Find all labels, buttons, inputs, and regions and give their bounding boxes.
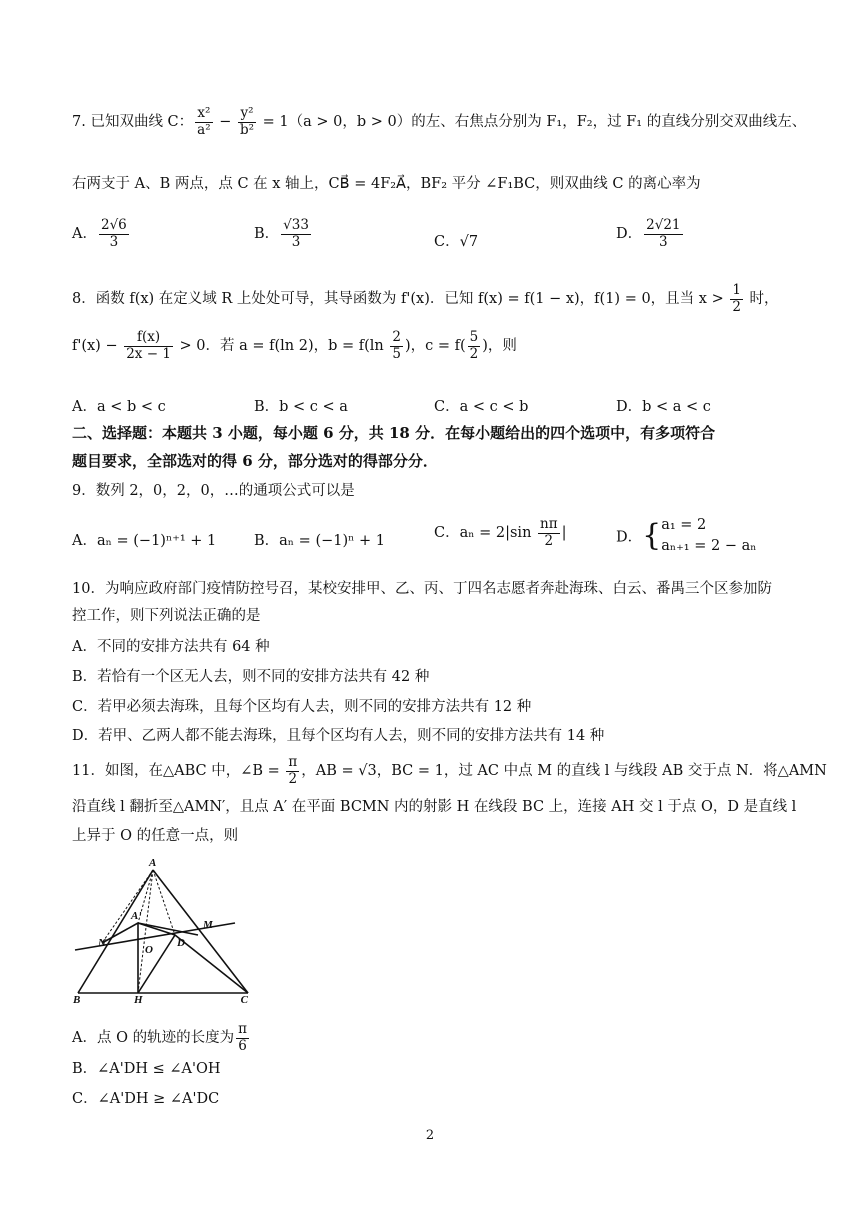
q8-line2: f'(x) − $\frac{f(x)}{2x - 1}$ > 0．若 a = f(ln 2)，b = f(ln $\frac{2}{5}$ )，c = f( $\frac{5}{2}$ )，则 [72,329,517,362]
q7-option-d[interactable]: D． $\frac{2√21}{3}$ [616,217,681,250]
q9-option-c[interactable]: C．aₙ = 2|sin $\frac{n\pi}{2}$ | [434,516,567,549]
label-o: O [145,944,153,956]
q8-line1: 8．函数 f(x) 在定义域 R 上处处可导，其导函数为 f'(x)．已知 f(x) = f(1 − x)，f(1) = 0，且当 x > $\frac{1}{2}$ 时， [72,282,779,315]
fraction: $\frac{\pi}{2}$ [288,754,298,787]
label-d: D [177,937,185,949]
fraction: $\frac{\text{y²}}{\text{b²}}$ [240,105,255,138]
q7-option-b[interactable]: B． $\frac{√33}{3}$ [254,217,309,250]
fraction: $\frac{1}{2}$ [732,282,741,315]
q8-option-c[interactable]: C．a < c < b [434,399,529,415]
q10-line1: 10．为响应政府部门疫情防控号召，某校安排甲、乙、丙、丁四名志愿者奔赴海珠、白云、番禺三个区参加防 [72,581,772,597]
fraction: $\frac{f(x)}{2x - 1}$ [126,329,171,362]
q8-option-d[interactable]: D．b < a < c [616,399,711,415]
section2-heading-line1: 二、选择题：本题共 3 小题，每小题 6 分，共 18 分．在每小题给出的四个选项中，有多项符合 [72,424,716,442]
q7-option-c[interactable]: C．√7 [434,234,479,250]
q8-option-a[interactable]: A．a < b < c [72,399,166,415]
fraction: $\frac{2}{5}$ [392,329,401,362]
label-b: B [73,994,81,1005]
q11-line3: 上异于 O 的任意一点，则 [72,828,239,844]
q11-option-b[interactable]: B．∠A'DH ≤ ∠A'OH [72,1061,221,1077]
label-h: H [134,994,143,1005]
q9-stem: 9．数列 2，0，2，0，…的通项公式可以是 [72,483,355,499]
q10-option-a[interactable]: A．不同的安排方法共有 64 种 [72,639,270,655]
q10-line2: 控工作，则下列说法正确的是 [72,608,261,624]
q10-option-b[interactable]: B．若恰有一个区无人去，则不同的安排方法共有 42 种 [72,669,430,685]
q9-option-a[interactable]: A．aₙ = (−1)ⁿ⁺¹ + 1 [72,533,217,549]
q7-line2: 右两支于 A、B 两点，点 C 在 x 轴上，CB⃗ = 4F₂A⃗，BF₂ 平分 ∠F₁BC，则双曲线 C 的离心率为 [72,176,701,192]
section2-heading-line2: 题目要求，全部选对的得 6 分，部分选对的得部分分． [72,452,438,470]
label-m: M [203,919,213,931]
minus: − [214,114,236,131]
fraction: $\frac{\text{x²}}{\text{a²}}$ [197,105,211,138]
page-number: 2 [425,1128,435,1143]
q10-option-c[interactable]: C．若甲必须去海珠，且每个区均有人去，则不同的安排方法共有 12 种 [72,699,532,715]
fraction: $\frac{5}{2}$ [469,329,479,362]
q11-line1: 11．如图，在△ABC 中，∠B = $\frac{\pi}{2}$ ，AB = √3，BC = 1，过 AC 中点 M 的直线 l 与线段 AB 交于点 N．将△AMN [72,754,827,787]
geometry-figure [70,853,250,1009]
q9-option-d[interactable]: D．{ a₁ = 2 aₙ₊₁ = 2 − aₙ [616,517,757,555]
label-n: N [98,937,106,949]
q7-text: 7. 已知双曲线 C： [72,114,194,131]
q7-text: = 1（a > 0，b > 0）的左、右焦点分别为 F₁，F₂，过 F₁ 的直线分别交双曲线左、 [258,114,807,131]
label-c: C [240,994,248,1005]
label-a-prime: A' [131,910,142,922]
q11-option-c[interactable]: C．∠A'DH ≥ ∠A'DC [72,1091,220,1107]
q11-line2: 沿直线 l 翻折至△AMN′，且点 A′ 在平面 BCMN 内的射影 H 在线段 BC 上，连接 AH 交 l 于点 O，D 是直线 l [72,799,797,815]
q10-option-d[interactable]: D．若甲、乙两人都不能去海珠，且每个区均有人去，则不同的安排方法共有 14 种 [72,728,605,744]
q11-option-a[interactable]: A．点 O 的轨迹的长度为 $\frac{\pi}{6}$ [72,1021,247,1054]
q7-line1 [72,106,806,138]
q8-option-b[interactable]: B．b < c < a [254,399,348,415]
q9-option-b[interactable]: B．aₙ = (−1)ⁿ + 1 [254,533,385,549]
q7-option-a[interactable]: A． $\frac{2√6}{3}$ [72,217,127,250]
label-a: A [149,857,157,869]
